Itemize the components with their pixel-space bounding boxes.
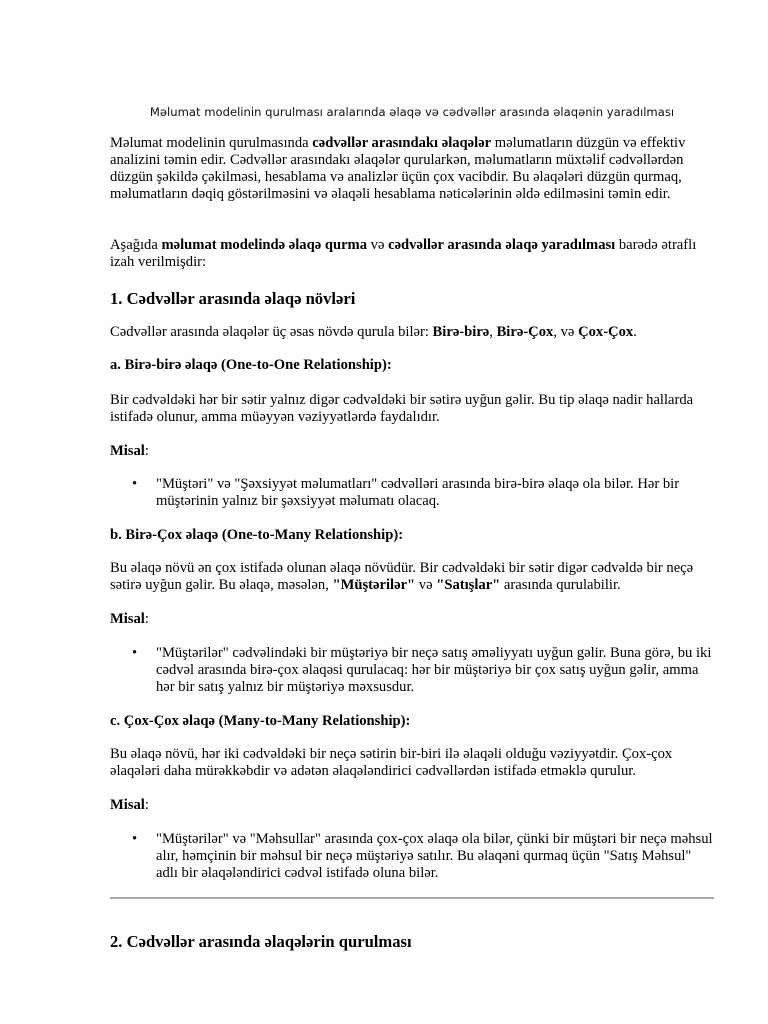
- intro-paragraph: Məlumat modelinin qurulmasında cədvəllər arasındakı əlaqələr məlumatların düzgün və effektiv analizini təmin edir. Cədvəllər arasındakı əlaqələr qurularkən, məlumatların müxtəlif cədvəllərdən düzgün şəkildə çəkilməsi, hesablama və analizlər üçün çox vacibdir. Bu əlaqələri düzgün qurmaq, məlumatların dəqiq göstərilməsini və əlaqəli hesablama nəticələrinin əldə edilməsini təmin edir.: [110, 135, 686, 202]
- section-2-heading: 2. Cədvəllər arasında əlaqələrin qurulması: [110, 932, 412, 951]
- subsection-b-heading: b. Birə-Çox əlaqə (One-to-Many Relationship):: [110, 527, 404, 543]
- subsection-a-example-list: [110, 476, 714, 510]
- subsection-a-misal: Misal:: [110, 443, 149, 459]
- section-1-lead: Cədvəllər arasında əlaqələr üç əsas növdə qurula bilər: Birə-birə, Birə-Çox, və Çox-Çox.: [110, 324, 637, 340]
- bullet-icon: •: [132, 476, 138, 492]
- subsection-b-text: Bu əlaqə növü ən çox istifadə olunan əlaqə növüdür. Bir cədvəldəki bir sətir digər cədvəldə bir neçə sətirə uyğun gəlir. Bu əlaqə, məsələn, "Müştərilər" və "Satışlar" arasında qurulabilir.: [110, 560, 694, 593]
- list-item: • "Müştərilər" və "Məhsullar" arasında çox-çox əlaqə ola bilər, çünki bir müştəri bir neçə məhsul alır, həmçinin bir məhsul bir neçə müştəriyə satılır. Bu əlaqəni qurmaq üçün "Satış Məhsul" adlı bir əlaqələndirici cədvəl istifadə oluna bilər.: [132, 831, 713, 881]
- subsection-c-heading: c. Çox-Çox əlaqə (Many-to-Many Relationship):: [110, 713, 411, 729]
- subsection-b-misal: Misal:: [110, 611, 149, 627]
- list-item: • "Müştərilər" cədvəlindəki bir müştəriyə bir neçə satış əməliyyatı uyğun gəlir. Buna görə, bu iki cədvəl arasında birə-çox əlaqəsi qurulacaq: hər bir müştəriyə bir çox satış uyğun gəlir, amma hər bir satış yalnız bir müştəriyə məxsusdur.: [132, 645, 712, 695]
- section-1-heading: 1. Cədvəllər arasında əlaqə növləri: [110, 289, 356, 308]
- subsection-a-heading: a. Birə-birə əlaqə (One-to-One Relationship):: [110, 357, 392, 373]
- document-title: Məlumat modelinin qurulması aralarında əlaqə və cədvəllər arasında əlaqənin yaradılması: [149, 105, 675, 119]
- list-item: • "Müştəri" və "Şəxsiyyət məlumatları" cədvəlləri arasında birə-birə əlaqə ola bilər. Hər bir müştərinin yalnız bir şəxsiyyət məlumatı olacaq.: [132, 476, 680, 509]
- horizontal-divider: [110, 897, 714, 899]
- subsection-a-text: Bir cədvəldəki hər bir sətir yalnız digər cədvəldəki bir sətirə uyğun gəlir. Bu tip əlaqə nadir hallarda istifadə olunur, amma müəyyən vəziyyətlərdə faydalıdır.: [110, 392, 694, 425]
- intro-paragraph-2: Aşağıda məlumat modelində əlaqə qurma və cədvəllər arasında əlaqə yaradılması barədə ətraflı izah verilmişdir:: [110, 237, 697, 270]
- subsection-c-text: Bu əlaqə növü, hər iki cədvəldəki bir neçə sətirin bir-biri ilə əlaqəli olduğu vəziyyətdir. Çox-çox əlaqələri daha mürəkkəbdir və adətən əlaqələndirici cədvəllərdən istifadə etməklə qurulur.: [110, 746, 673, 779]
- subsection-b-example-list: [110, 645, 714, 696]
- subsection-c-example-list: [110, 831, 714, 882]
- bullet-icon: •: [132, 645, 138, 661]
- bullet-icon: •: [132, 831, 138, 847]
- subsection-c-misal: Misal:: [110, 797, 149, 813]
